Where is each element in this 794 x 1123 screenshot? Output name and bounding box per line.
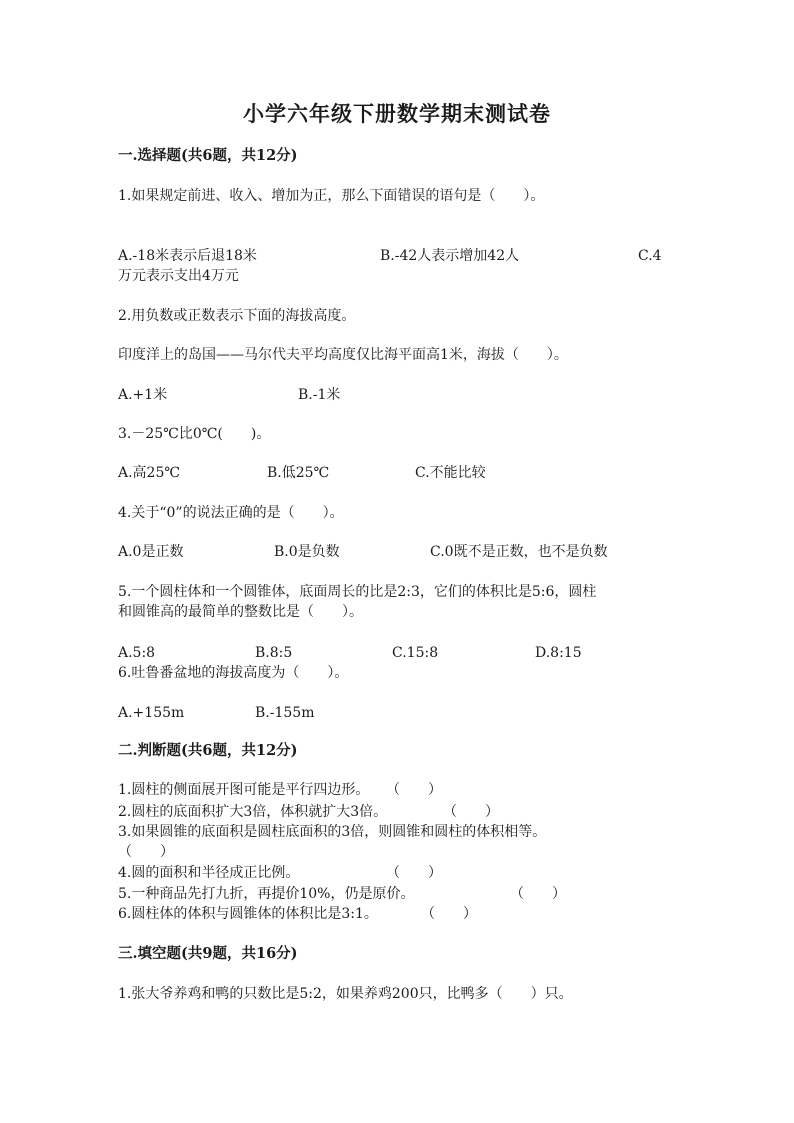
option-c-continued: 万元表示支出4万元 [118,268,239,284]
question-stem: 5.一个圆柱体和一个圆锥体，底面周长的比是2:3，它们的体积比是5:6，圆柱 [118,584,597,600]
statement: 3.如果圆锥的底面积是圆柱底面积的3倍，则圆锥和圆柱的体积相等。 [118,824,547,840]
statement: 4.圆的面积和半径成正比例。 [118,865,300,881]
section-heading-judgement: 二.判断题(共6题，共12分) [118,742,298,759]
option-b: B.-42人表示增加42人 [380,248,520,264]
answer-blank: （ ） [443,804,499,820]
question-stem: 6.吐鲁番盆地的海拔高度为（ ）。 [118,665,349,681]
option-a: A.高25℃ [118,465,181,481]
option-a: A.0是正数 [118,544,184,560]
option-b: B.-1米 [298,387,341,403]
answer-blank: （ ） [118,844,174,860]
option-b: B.0是负数 [274,544,340,560]
section-heading-fill-in: 三.填空题(共9题，共16分) [118,945,298,962]
option-d: D.8:15 [535,645,582,661]
question-stem: 3.－25℃比0℃( )。 [118,426,271,442]
option-c: C.15:8 [392,645,439,661]
statement: 2.圆柱的底面积扩大3倍，体积就扩大3倍。 [118,804,388,820]
question-stem-continued: 和圆锥高的最简单的整数比是（ ）。 [118,604,363,620]
option-c: C.不能比较 [415,465,486,481]
answer-blank: （ ） [386,782,442,798]
option-c: C.0既不是正数，也不是负数 [430,544,608,560]
option-b: B.8:5 [255,645,293,661]
answer-blank: （ ） [510,886,566,902]
section-heading-choice: 一.选择题(共6题，共12分) [118,147,298,164]
option-b: B.-155m [255,705,315,721]
question-stem: 4.关于“0”的说法正确的是（ ）。 [118,505,344,521]
statement: 6.圆柱体的体积与圆锥体的体积比是3:1。 [118,906,378,922]
answer-blank: （ ） [421,906,477,922]
option-c: C.4 [638,248,662,264]
option-a: A.-18米表示后退18米 [118,248,257,264]
question-subtext: 印度洋上的岛国——马尔代夫平均高度仅比海平面高1米，海拔（ ）。 [118,347,568,363]
statement: 1.圆柱的侧面展开图可能是平行四边形。 [118,782,370,798]
option-a: A.+1米 [118,387,168,403]
option-a: A.5:8 [118,645,156,661]
option-b: B.低25℃ [267,465,330,481]
question-stem: 1.张大爷养鸡和鸭的只数比是5:2，如果养鸡200只，比鸭多（ ）只。 [118,986,573,1002]
statement: 5.一种商品先打九折，再提价10%，仍是原价。 [118,886,415,902]
question-stem: 2.用负数或正数表示下面的海拔高度。 [118,308,356,324]
answer-blank: （ ） [386,865,442,881]
page-title: 小学六年级下册数学期末测试卷 [243,101,551,126]
question-stem: 1.如果规定前进、收入、增加为正，那么下面错误的语句是（ ）。 [118,188,545,204]
option-a: A.+155m [118,705,185,721]
